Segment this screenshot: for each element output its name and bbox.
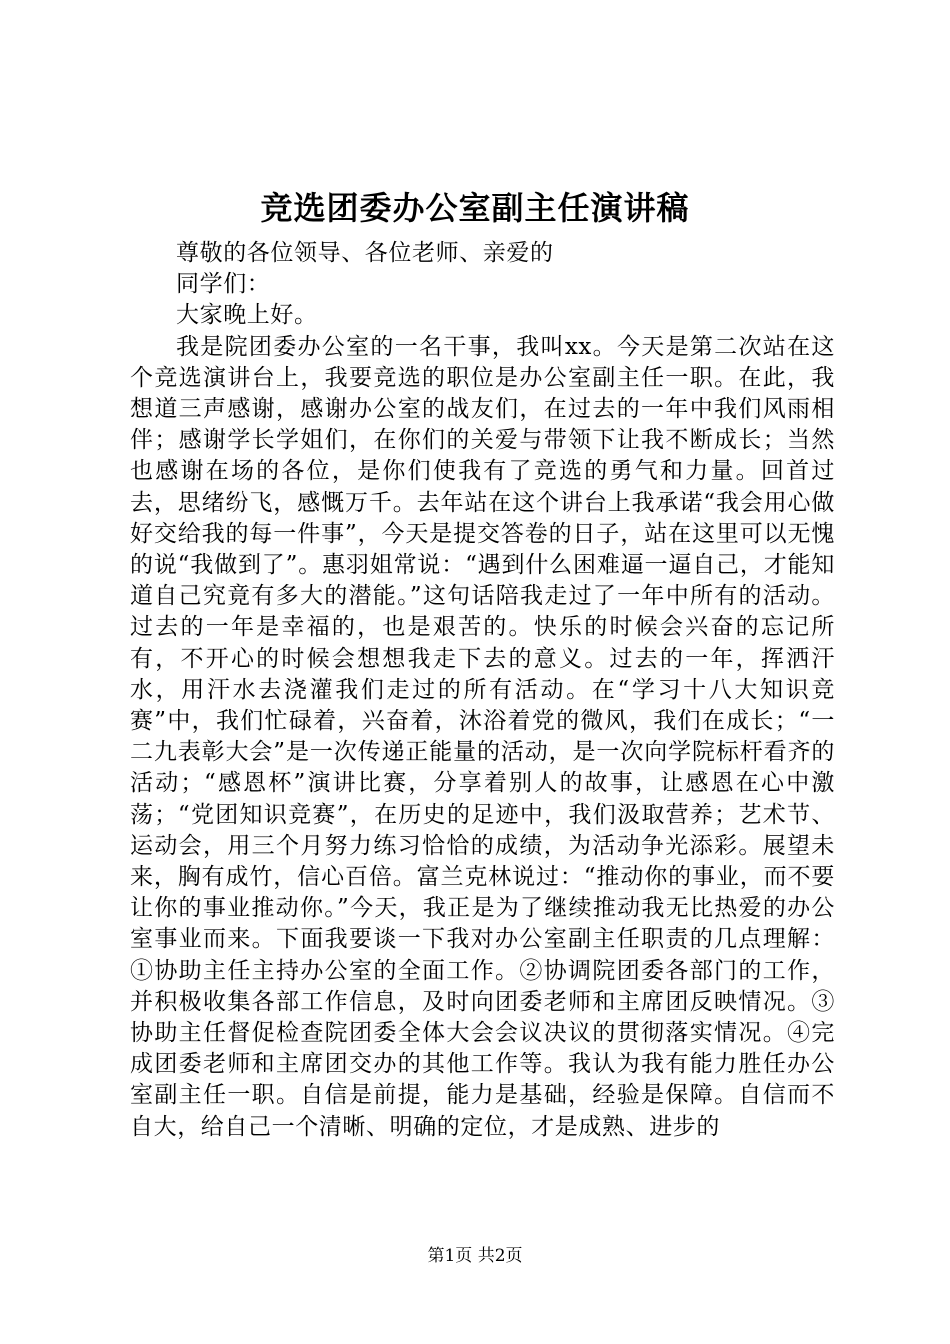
document-title: 竞选团委办公室副主任演讲稿 [260, 189, 690, 227]
salutation-line-1: 尊敬的各位领导、各位老师、亲爱的 [176, 240, 554, 266]
document-body [130, 238, 835, 1143]
salutation-line-2: 同学们： [176, 271, 271, 298]
page-number-footer: 第1页 共2页 [427, 1246, 523, 1266]
greeting-line: 大家晚上好。 [176, 302, 318, 329]
body-paragraph: 我是院团委办公室的一名干事，我叫xx。今天是第二次站在这个竞选演讲台上，我要竞选的职位是办公室副主任一职。在此，我想道三声感谢，感谢办公室的战友们，在过去的一年中我们风雨相伴；感谢学长学姐们，在你们的关爱与带领下让我不断成长；当然也感谢在场的各位，是你们使我有了竞选的勇气和力量。回首过去，思绪纷飞，感慨万千。去年站在这个讲台上我承诺“我会用心做好交给我的每一件事”，今天是提交答卷的日子，站在这里可以无愧的说“我做到了”。惠羽姐常说：“遇到什么困难逼一逼自己，才能知道自己究竟有多大的潜能。”这句话陪我走过了一年中所有的活动。过去的一年是幸福的，也是艰苦的。快乐的时候会兴奋的忘记所有，不开心的时候会想想我走下去的意义。过去的一年，挥洒汗水，用汗水去浇灌我们走过的所有活动。在“学习十八大知识竞赛”中，我们忙碌着，兴奋着，沐浴着党的微风，我们在成长；“一二九表彰大会”是一次传递正能量的活动，是一次向学院标杆看齐的活动；“感恩杯”演讲比赛，分享着别人的故事，让感恩在心中激荡；“党团知识竞赛”，在历史的足迹中，我们汲取营养；艺术节、运动会，用三个月努力练习恰恰的成绩，为活动争光添彩。展望未来，胸有成竹，信心百倍。富兰克林说过：“推动你的事业，而不要让你的事业推动你。”今天，我正是为了继续推动我无比热爱的办公室事业而来。下面我要谈一下我对办公室副主任职责的几点理解：①协助主任主持办公室的全面工作。②协调院团委各部门的工作，并积极收集各部工作信息，及时向团委老师和主席团反映情况。③协助主任督促检查院团委全体大会会议决议的贯彻落实情况。④完成团委老师和主席团交办的其他工作等。我认为我有能力胜任办公室副主任一职。自信是前提，能力是基础，经验是保障。自信而不自大，给自己一个清晰、明确的定位，才是成熟、进步的 [130, 333, 835, 1140]
